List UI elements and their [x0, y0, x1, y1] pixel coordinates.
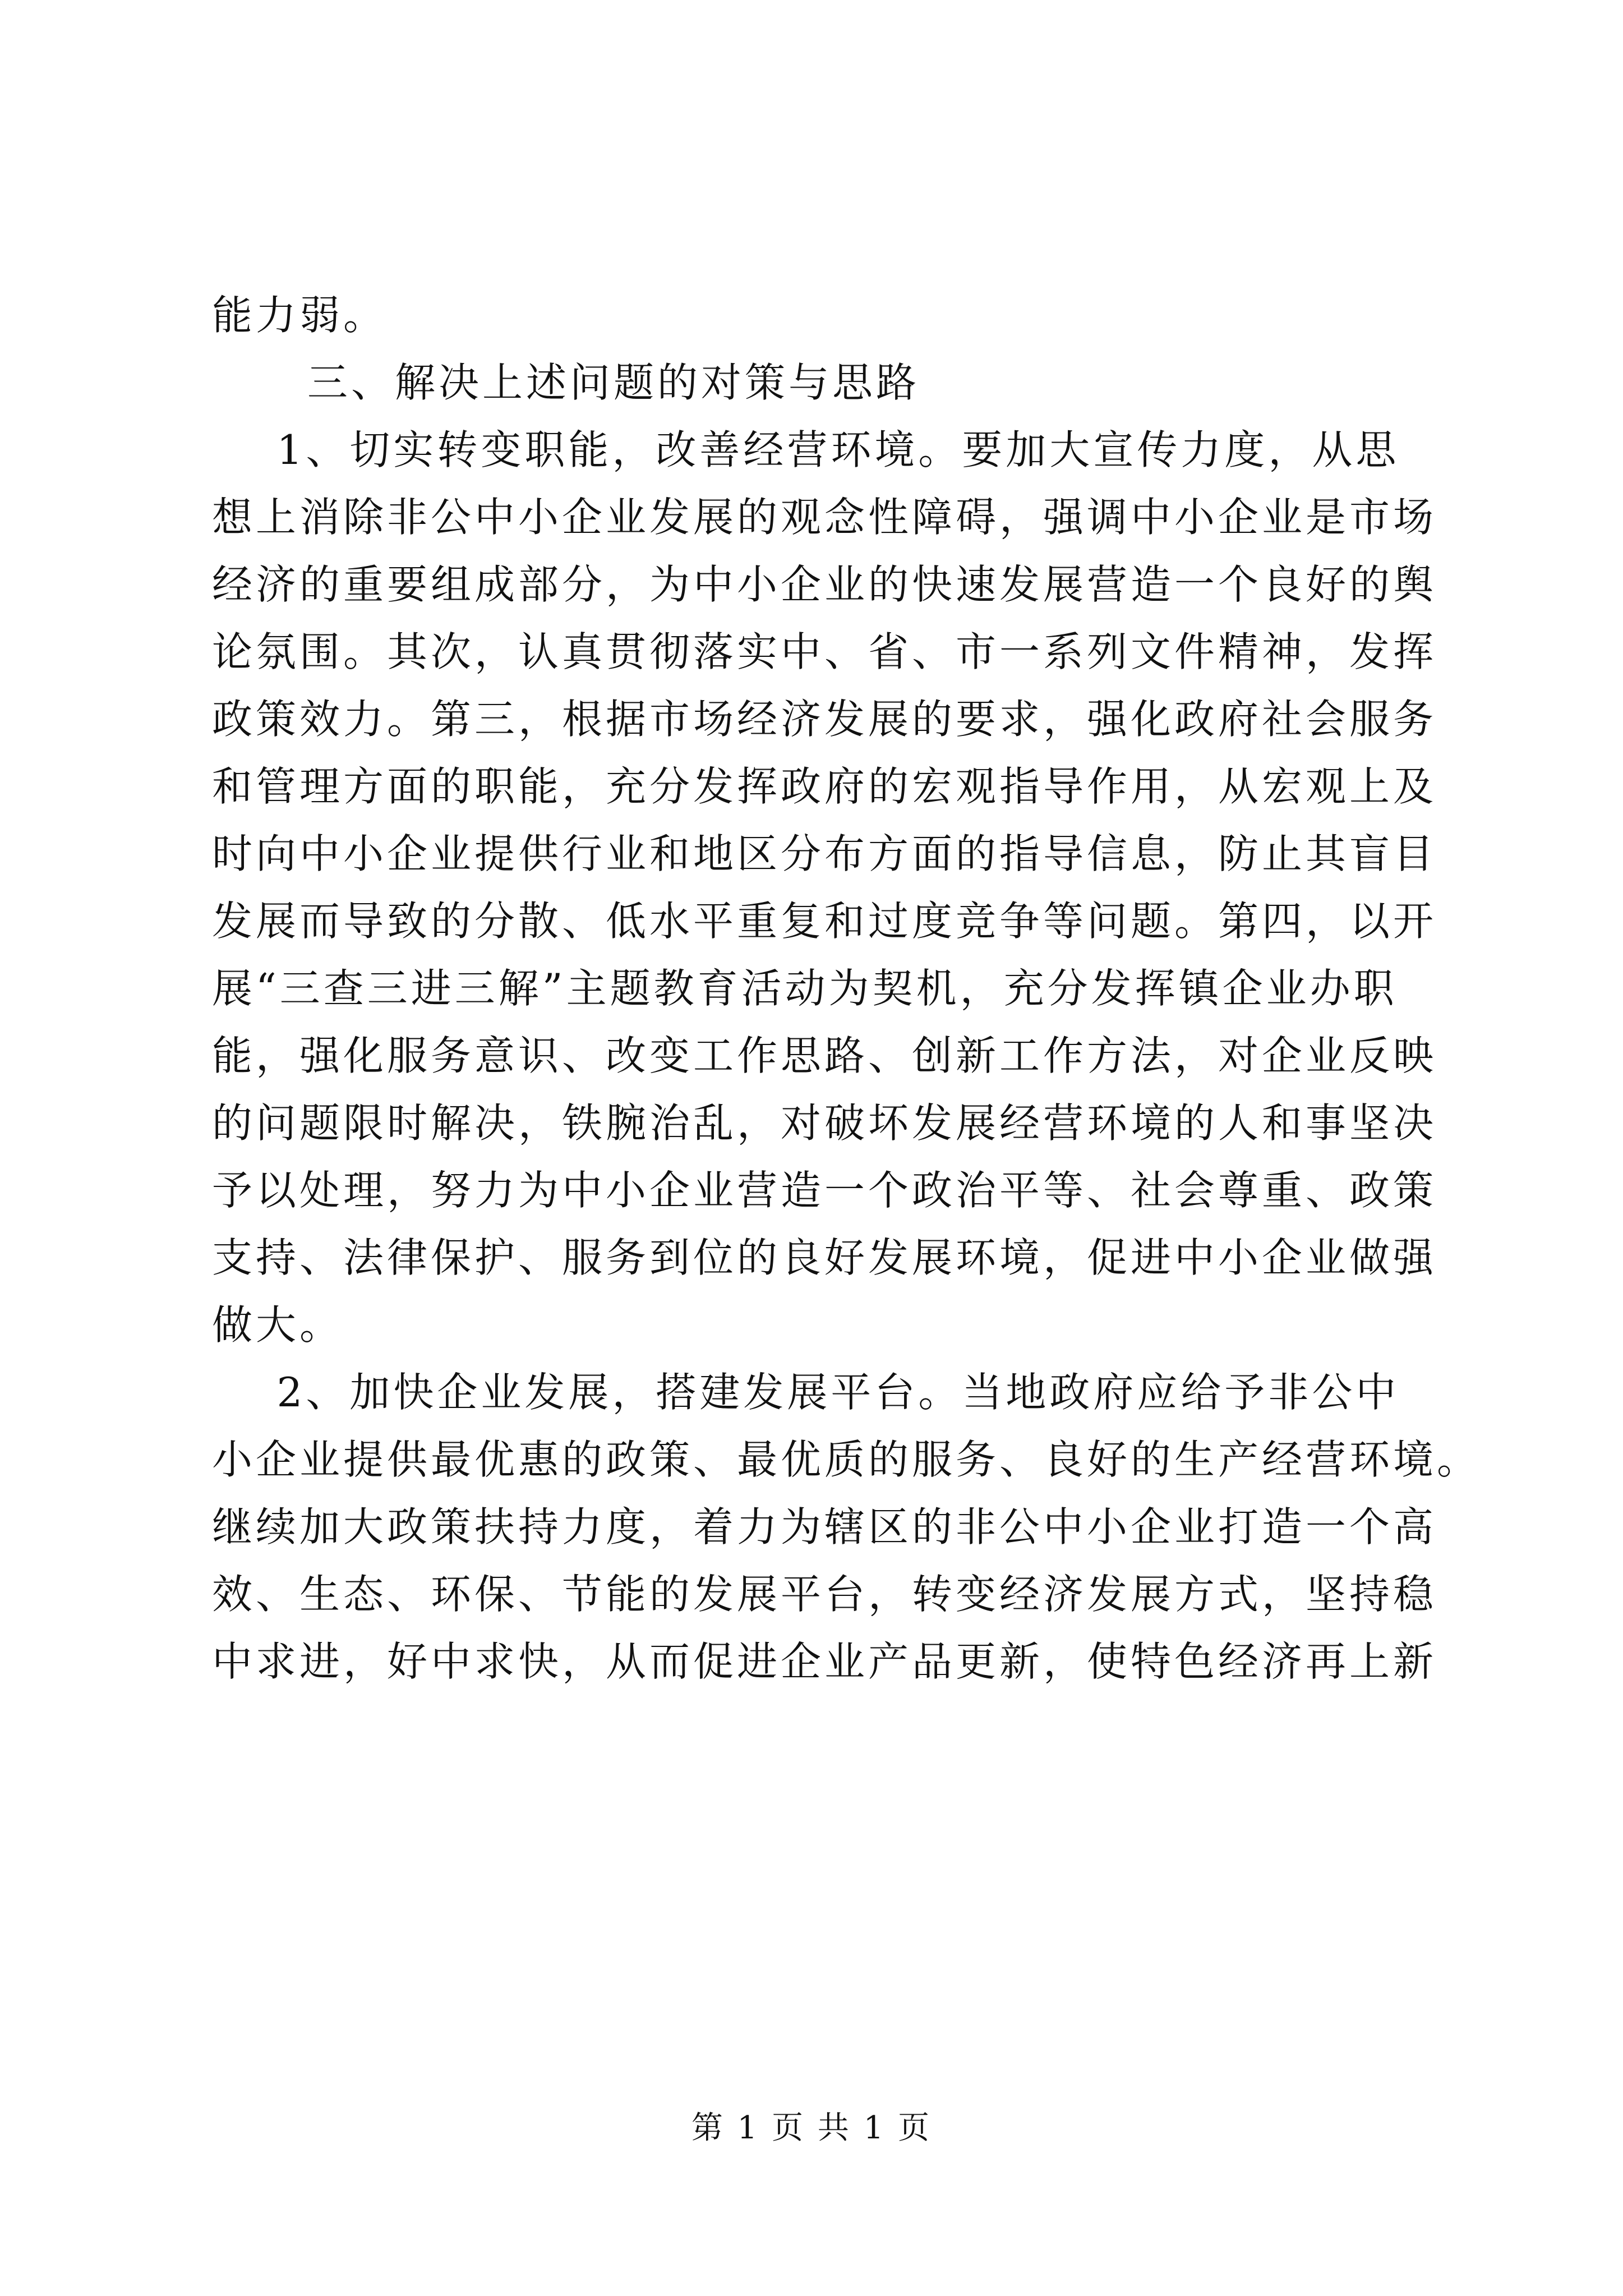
document-body — [212, 282, 1481, 1695]
section-heading: 三、解决上述问题的对策与思路 — [307, 359, 920, 406]
text-line: 2、加快企业发展，搭建发展平台。当地政府应给予非公中 — [212, 1369, 1400, 1416]
text-line: 继续加大政策扶持力度，着力为辖区的非公中小企业打造一个高 — [212, 1503, 1437, 1550]
page-footer: 第 1 页 共 1 页 — [691, 2110, 932, 2146]
text-line: 和管理方面的职能，充分发挥政府的宏观指导作用，从宏观上及 — [212, 763, 1437, 810]
text-line: 时向中小企业提供行业和地区分布方面的指导信息，防止其盲目 — [212, 830, 1437, 877]
text-line: 1、切实转变职能，改善经营环境。要加大宣传力度，从思 — [212, 426, 1400, 473]
text-line: 想上消除非公中小企业发展的观念性障碍，强调中小企业是市场 — [212, 494, 1437, 541]
text-line: 支持、法律保护、服务到位的良好发展环境，促进中小企业做强 — [212, 1234, 1437, 1281]
text-line: 做大。 — [212, 1301, 344, 1349]
text-line: 政策效力。第三，根据市场经济发展的要求，强化政府社会服务 — [212, 696, 1437, 743]
text-line: 经济的重要组成部分，为中小企业的快速发展营造一个良好的舆 — [212, 561, 1437, 608]
text-line: 展“三查三进三解”主题教育活动为契机，充分发挥镇企业办职 — [212, 965, 1398, 1012]
text-line: 能力弱。 — [212, 292, 388, 339]
text-line: 效、生态、环保、节能的发展平台，转变经济发展方式，坚持稳 — [212, 1571, 1437, 1618]
text-line: 能，强化服务意识、改变工作思路、创新工作方法，对企业反映 — [212, 1032, 1437, 1079]
text-line: 小企业提供最优惠的政策、最优质的服务、良好的生产经营环境。 — [212, 1436, 1481, 1483]
text-line: 予以处理，努力为中小企业营造一个政治平等、社会尊重、政策 — [212, 1167, 1437, 1214]
text-line: 的问题限时解决，铁腕治乱，对破坏发展经营环境的人和事坚决 — [212, 1099, 1437, 1147]
text-line: 论氛围。其次，认真贯彻落实中、省、市一系列文件精神，发挥 — [212, 628, 1437, 675]
text-line: 中求进，好中求快，从而促进企业产品更新，使特色经济再上新 — [212, 1638, 1437, 1685]
text-line: 发展而导致的分散、低水平重复和过度竞争等问题。第四，以开 — [212, 898, 1437, 945]
